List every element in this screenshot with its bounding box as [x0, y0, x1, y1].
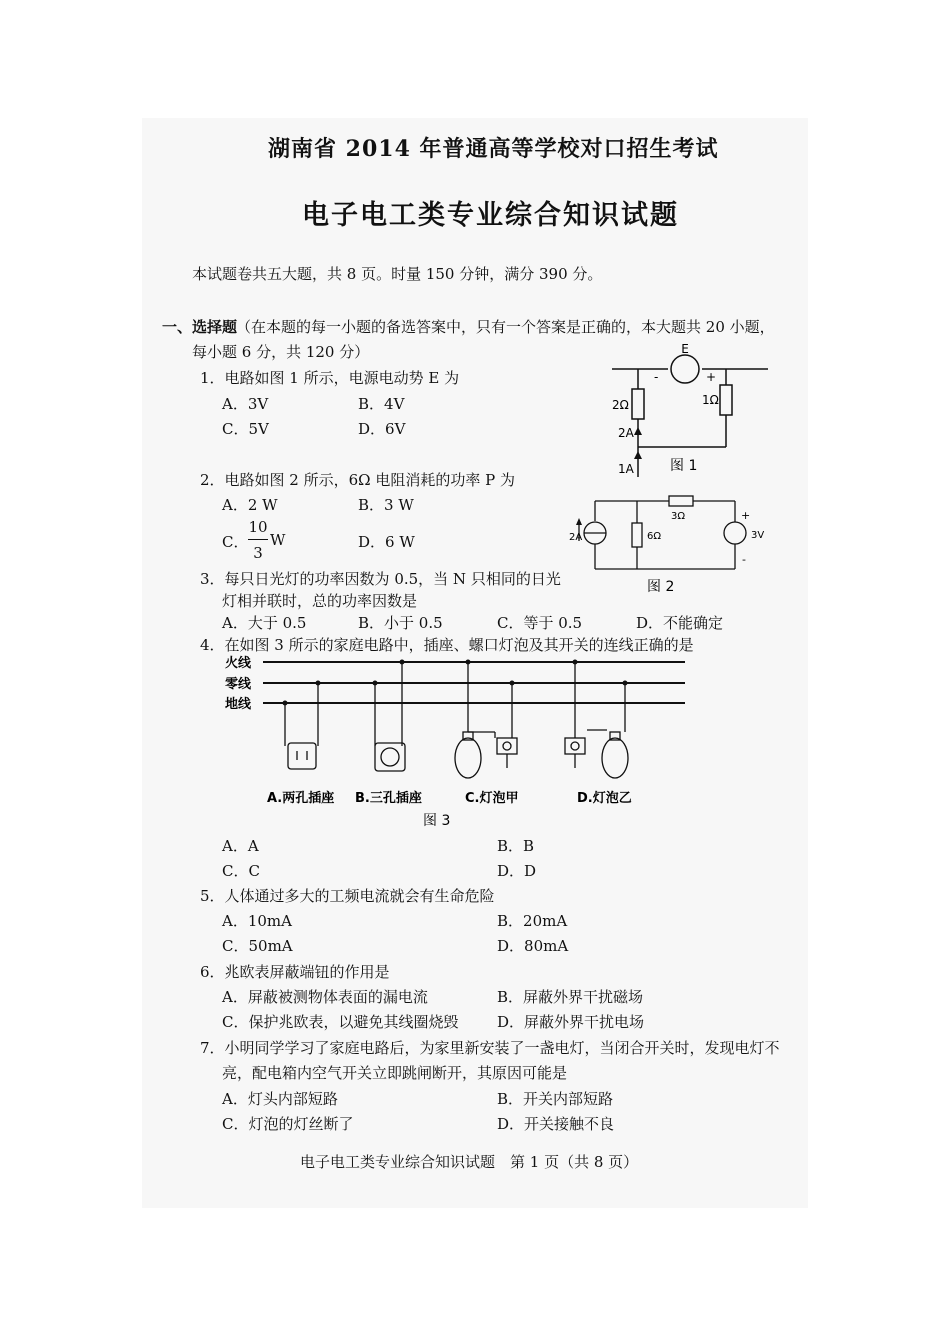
fig1-resistor-2ohm [632, 389, 644, 419]
fig2-r-mid-label: 6Ω [647, 531, 662, 542]
fig1-resistor-1ohm [720, 385, 732, 415]
fig1-current-arrow [634, 427, 642, 435]
fig3-switch-d-knob [571, 742, 579, 750]
fig1-caption: 图 1 [670, 458, 698, 474]
q3-option-b: B．小于 0.5 [358, 614, 443, 632]
fig3-switch-c [497, 738, 517, 754]
q1-option-a: A．3V [222, 395, 269, 413]
q2-option-c-denominator: 3 [253, 544, 263, 562]
q3-option-a: A．大于 0.5 [222, 614, 307, 632]
fig3-junction-dot [510, 681, 515, 686]
fig3-junction-dot [283, 701, 288, 706]
fig1-voltage-source-symbol [671, 355, 699, 383]
question-3-stem-line1: 3．每只日光灯的功率因数为 0.5，当 N 只相同的日光 [200, 570, 561, 588]
q4-option-c: C．C [222, 862, 260, 880]
fig3-caption: 图 3 [423, 813, 451, 829]
fig2-resistor-3ohm [669, 496, 693, 506]
fig1-current-arrow [634, 451, 642, 459]
fig1-plus-sign: + [706, 370, 717, 384]
fig3-label-c: C.灯泡甲 [465, 791, 519, 806]
q1-option-c: C．5V [222, 420, 269, 438]
q4-option-b: B．B [497, 837, 535, 855]
figure-3-household-circuit [215, 650, 690, 835]
fig2-plus-sign: + [741, 509, 751, 522]
fig3-lamp-c-bulb [455, 738, 481, 778]
q2-option-c-numerator: 10 [248, 518, 268, 536]
fig3-lamp-d-bulb [602, 738, 628, 778]
page-footer: 电子电工类专业综合知识试题 第 1 页（共 8 页） [300, 1153, 639, 1171]
fig2-voltage-label: 3V [751, 530, 765, 541]
q4-option-a: A．A [222, 837, 259, 855]
section-desc-line1: （在本题的每一小题的备选答案中，只有一个答案是正确的，本大题共 20 小题， [236, 318, 775, 336]
fraction-bar [248, 539, 268, 540]
q5-option-a: A．10mA [222, 912, 292, 930]
question-5-stem: 5．人体通过多大的工频电流就会有生命危险 [200, 887, 495, 905]
fig3-junction-dot [316, 681, 321, 686]
q7-option-a: A．灯头内部短路 [222, 1090, 338, 1108]
exam-title: 湖南省 2014 年普通高等学校对口招生考试 [268, 136, 719, 162]
fig1-r-right-label: 1Ω [702, 393, 719, 407]
q4-option-d: D．D [497, 862, 537, 880]
figure-2-circuit [565, 493, 770, 598]
question-4-stem: 4．在如图 3 所示的家庭电路中，插座、螺口灯泡及其开关的连线正确的是 [200, 636, 694, 654]
fig2-r-top-label: 3Ω [671, 511, 686, 522]
q3-option-c: C．等于 0.5 [497, 614, 583, 632]
fig3-junction-dot [400, 660, 405, 665]
fig3-three-hole-face [381, 748, 399, 766]
q6-option-b: B．屏蔽外界干扰磁场 [497, 988, 644, 1006]
fig2-current-arrow-head [576, 518, 582, 525]
q1-option-d: D．6V [358, 420, 406, 438]
q5-option-d: D．80mA [497, 937, 569, 955]
section-heading: 一、选择题 [162, 318, 238, 336]
fig1-r-left-label: 2Ω [612, 398, 629, 412]
fig2-source-current-label: 2A [569, 532, 583, 543]
fig2-resistor-6ohm [632, 523, 642, 547]
paper-subtitle: 电子电工类专业综合知识试题 [302, 200, 679, 231]
q2-option-a: A．2 W [222, 496, 278, 514]
fig3-three-hole-socket [375, 743, 405, 771]
q2-option-c-prefix: C． [222, 533, 249, 551]
fig3-junction-dot [466, 660, 471, 665]
fig3-switch-c-knob [503, 742, 511, 750]
fig1-input-current: 1A [618, 462, 634, 476]
fig3-label-d: D.灯泡乙 [577, 791, 632, 806]
fig1-minus-sign: - [654, 370, 659, 384]
fig1-branch-current: 2A [618, 426, 634, 440]
q6-option-d: D．屏蔽外界干扰电场 [497, 1013, 645, 1031]
q2-option-d: D．6 W [358, 533, 415, 551]
q5-option-c: C．50mA [222, 937, 293, 955]
question-7-stem-line1: 7．小明同学学习了家庭电路后，为家里新安装了一盏电灯，当闭合开关时，发现电灯不 [200, 1039, 780, 1057]
q6-option-a: A．屏蔽被测物体表面的漏电流 [222, 988, 428, 1006]
question-3-stem-line2: 灯相并联时，总的功率因数是 [222, 592, 418, 610]
fig3-junction-dot [623, 681, 628, 686]
section-desc-line2: 每小题 6 分，共 120 分） [192, 343, 370, 361]
fig3-label-b: B.三孔插座 [355, 791, 422, 806]
q7-option-c: C．灯泡的灯丝断了 [222, 1115, 354, 1133]
fig1-source-label: E [681, 342, 689, 356]
question-1-stem: 1．电路如图 1 所示，电源电动势 E 为 [200, 369, 460, 387]
question-6-stem: 6．兆欧表屏蔽端钮的作用是 [200, 963, 390, 981]
q2-option-b: B．3 W [358, 496, 414, 514]
figure-1-circuit [598, 342, 778, 485]
fig3-junction-dot [573, 660, 578, 665]
q2-option-c-unit: W [270, 531, 286, 549]
q3-option-d: D．不能确定 [636, 614, 724, 632]
question-7-stem-line2: 亮，配电箱内空气开关立即跳闸断开，其原因可能是 [222, 1064, 568, 1082]
fig3-ground-label: 地线 [225, 697, 252, 712]
fig3-label-a: A.两孔插座 [267, 791, 335, 806]
fig2-caption: 图 2 [647, 579, 675, 595]
q6-option-c: C．保护兆欧表，以避免其线圈烧毁 [222, 1013, 459, 1031]
q7-option-b: B．开关内部短路 [497, 1090, 614, 1108]
fig2-minus-sign: - [742, 553, 746, 566]
q1-option-b: B．4V [358, 395, 405, 413]
q5-option-b: B．20mA [497, 912, 568, 930]
q7-option-d: D．开关接触不良 [497, 1115, 615, 1133]
intro-text: 本试题卷共五大题，共 8 页。时量 150 分钟，满分 390 分。 [192, 265, 603, 283]
fig2-voltage-source-symbol [724, 522, 746, 544]
fig3-junction-dot [373, 681, 378, 686]
fig3-live-label: 火线 [225, 656, 252, 671]
fig3-neutral-label: 零线 [225, 677, 252, 692]
fig3-two-hole-socket [288, 743, 316, 769]
fig3-switch-d [565, 738, 585, 754]
question-2-stem: 2．电路如图 2 所示，6Ω 电阻消耗的功率 P 为 [200, 471, 516, 489]
